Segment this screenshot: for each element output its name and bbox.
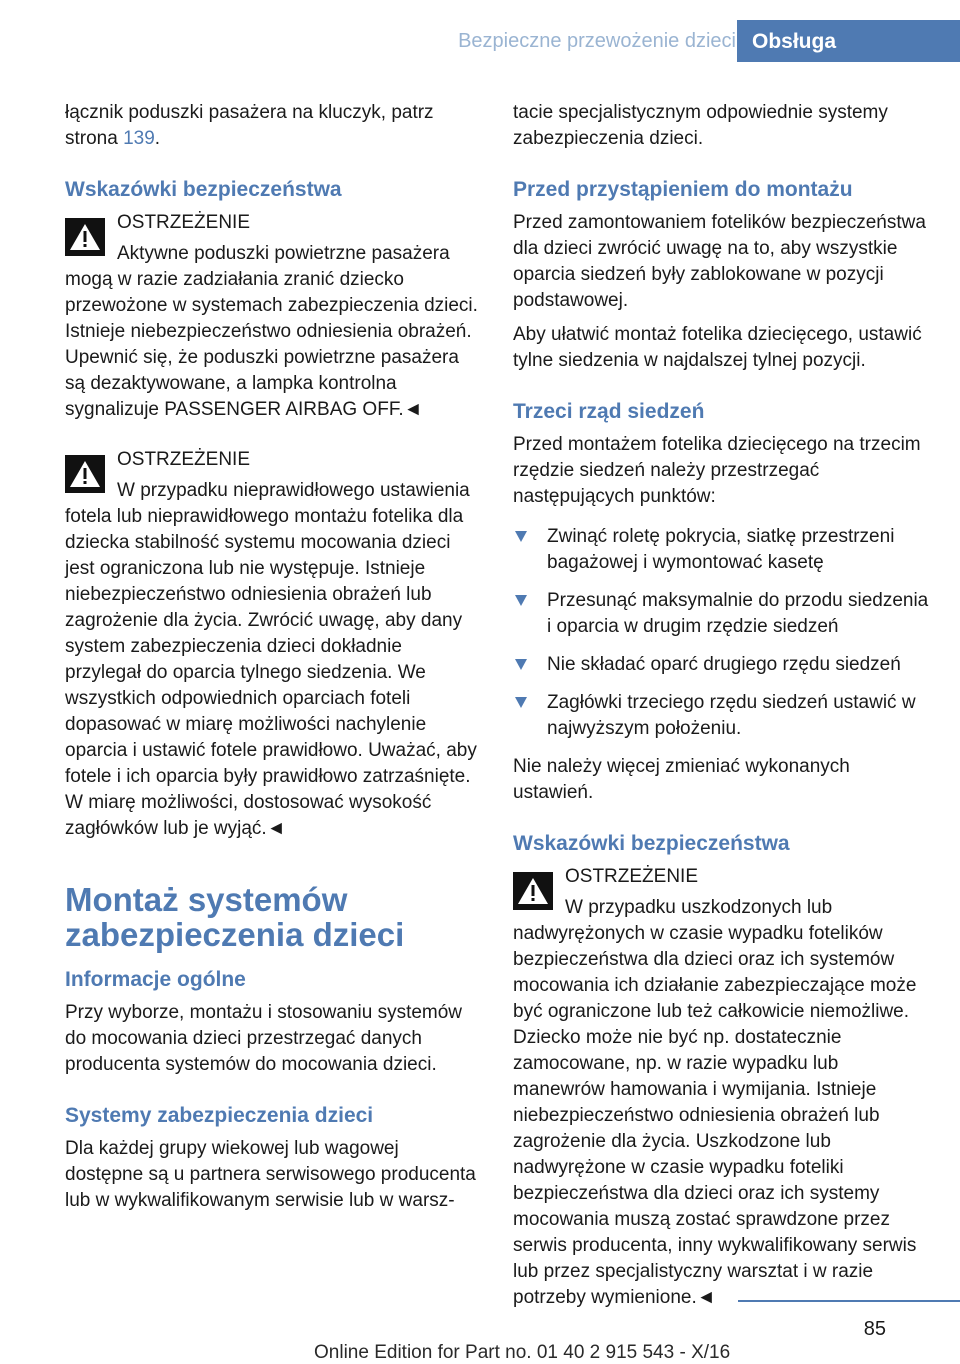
page-number: 85 (863, 1318, 886, 1340)
right-column (513, 100, 933, 1335)
page-link[interactable]: 139 (123, 128, 155, 149)
warning-box (65, 447, 480, 842)
warning-text: W przypadku nieprawidłowego ustawienia fotela lub nieprawidłowego montażu fotelika dla dziecka stabilność systemu mocowania dzieci jest ograniczona lub nie występuje. Istnieje niebezpieczeństwo odniesienia obrażeń lub zagrożenie dla życia. Zwrócić uwagę, aby dany system zabezpieczenia dzieci dokładnie przylegał do oparcia tylnego siedzenia. We wszystkich odpowiednich oparciach foteli dopasować w miarę możliwości nachylenie oparcia i ustawić fotele prawidłowo. Uważać, aby fotele i ich oparcia były prawidłowo zatrzaśnięte. W miarę możliwości, dostosować wysokość zagłówków lub je wyjąć.◄ (65, 480, 477, 839)
continuation-text: tacie specjalistycznym odpowiednie systemy zabezpieczenia dzieci. (513, 102, 888, 149)
warning-triangle-icon (65, 455, 105, 493)
warning-text: Aktywne poduszki powietrzne pasażera mogą w razie zadziałania zranić dziecko przewożone w systemach zabezpieczenia dzieci. Istnieje niebezpieczeństwo odniesienia obrażeń. Upewnić się, że poduszki powietrzne pasażera są dezaktywowane, a lampka kontrolna sygnalizuje PASSENGER AIRBAG OFF.◄ (65, 243, 478, 420)
bullet-triangle-icon (515, 531, 527, 542)
general-heading: Informacje ogólne (65, 968, 246, 991)
left-column (65, 100, 480, 1228)
list-item: Zwinąć roletę pokrycia, siatkę przestrzeni bagażowej i wymontować kasetę (513, 524, 933, 576)
systems-heading: Systemy zabezpieczenia dzieci (65, 1104, 374, 1127)
warning-triangle-icon (513, 872, 553, 910)
warning-label: OSTRZEŻENIE (565, 866, 699, 887)
page-header (0, 0, 960, 62)
list-item: Zagłówki trzeciego rzędu siedzeń ustawić w najwyższym położeniu. (513, 690, 933, 742)
list-item: Przesunąć maksymalnie do przodu siedzenia i oparcia w drugim rzędzie siedzeń (513, 588, 933, 640)
after-list-text: Nie należy więcej zmieniać wykonanych ustawień. (513, 756, 850, 803)
edition-note: Online Edition for Part no. 01 40 2 915 543 - X/16 (314, 1342, 731, 1363)
warning-text: W przypadku uszkodzonych lub nadwyrężonych w czasie wypadku fotelików bezpieczeństwa dla dzieci oraz ich systemów mocowania ich działanie zabezpieczające może być ograniczone lub też całkowicie niemożliwe. Dziecko może nie być np. dostatecznie zamocowane, np. w razie wypadku lub manewrów hamowania i wymijania. Istnieje niebezpieczeństwo odniesienia obrażeń lub zagrożenie dla życia. Uszkodzone lub nadwyrężone w czasie wypadku foteliki bezpieczeństwa dla dzieci oraz ich systemy mocowania muszą zostać sprawdzone przez serwis producenta, inny wykwalifikowany serwis lub przez specjalistyczny warsztat i w razie potrzeby wymienione.◄ (513, 897, 917, 1308)
third-row-heading: Trzeci rząd siedzeń (513, 400, 705, 423)
safety-heading: Wskazówki bezpieczeństwa (65, 178, 342, 201)
list-item: Nie składać oparć drugiego rzędu siedzeń (513, 652, 933, 678)
third-row-intro: Przed montażem fotelika dziecięcego na trzecim rzędzie siedzeń należy przestrzegać następujących punktów: (513, 434, 921, 507)
section-tab: Obsługa (737, 20, 960, 62)
chapter-title: Montaż systemów zabezpieczenia dzieci (65, 881, 405, 953)
warning-label: OSTRZEŻENIE (117, 449, 251, 470)
bullet-triangle-icon (515, 595, 527, 606)
warning-label: OSTRZEŻENIE (117, 212, 251, 233)
before-heading: Przed przystąpieniem do montażu (513, 178, 853, 201)
before-paragraph-1: Przed zamontowaniem fotelików bezpieczeństwa dla dzieci zwrócić uwagę na to, aby wszystkie oparcia siedzeń były zablokowane w pozycji podstawowej. (513, 212, 926, 311)
general-text: Przy wyborze, montażu i stosowaniu systemów do mocowania dzieci przestrzegać danych producenta systemów do mocowania dzieci. (65, 1002, 463, 1075)
breadcrumb: Bezpieczne przewożenie dzieci (458, 30, 736, 52)
bullet-triangle-icon (515, 659, 527, 670)
safety-heading-right: Wskazówki bezpieczeństwa (513, 832, 790, 855)
warning-box (513, 864, 933, 1311)
systems-text: Dla każdej grupy wiekowej lub wagowej dostępne są u partnera serwisowego producenta lub w wykwalifikowanym serwisie lub w warsz- (65, 1138, 476, 1211)
bullet-triangle-icon (515, 697, 527, 708)
intro-paragraph: łącznik poduszki pasażera na kluczyk, patrz strona 139. (65, 102, 434, 149)
steps-list (513, 524, 933, 742)
warning-box (65, 210, 480, 423)
before-paragraph-2: Aby ułatwić montaż fotelika dziecięcego, ustawić tylne siedzenia w najdalszej tylnej pozycji. (513, 324, 922, 371)
warning-triangle-icon (65, 218, 105, 256)
footer-divider (738, 1300, 960, 1302)
